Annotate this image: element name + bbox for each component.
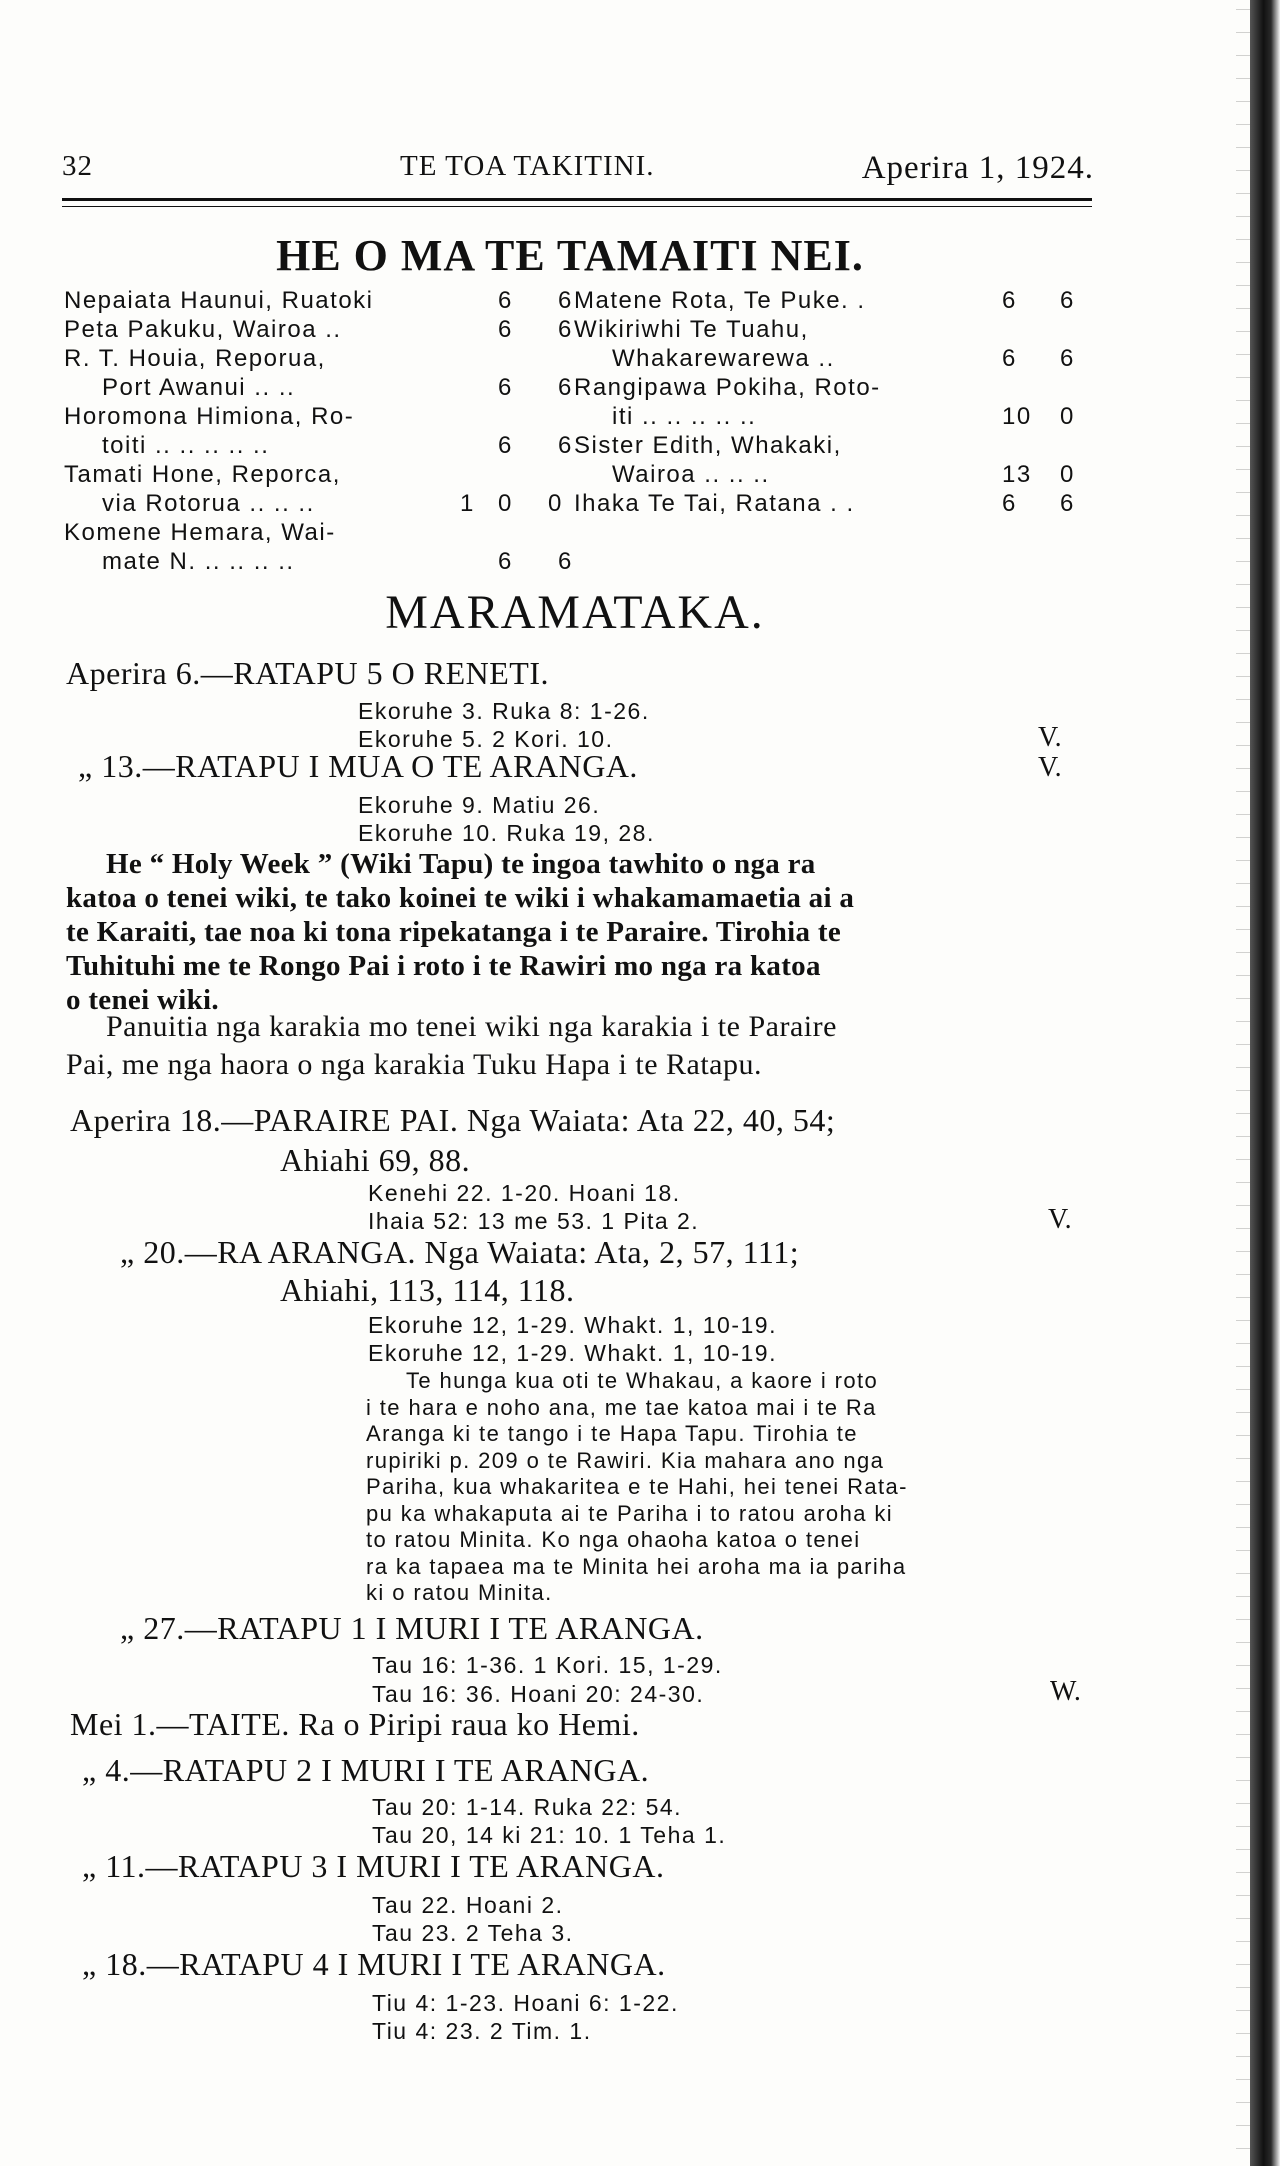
subscriber-name: Sister Edith, Whakaki, — [574, 432, 842, 459]
amount-figure: 0 — [1060, 403, 1075, 430]
reading-line: Tau 16: 36. Hoani 20: 24-30. — [372, 1681, 705, 1707]
subscriber-name-continuation: Port Awanui .. .. — [102, 374, 296, 401]
subscriber-name-continuation: toiti .. .. .. .. .. — [102, 432, 270, 459]
paragraph-line: Pariha, kua whakaritea e te Hahi, hei tenei Rata- — [366, 1474, 908, 1499]
amount-figure: 6 — [558, 287, 573, 314]
reading-line: Tau 16: 1-36. 1 Kori. 15, 1-29. — [372, 1652, 723, 1678]
amount-figure: 6 — [498, 432, 513, 459]
subscriber-name: Wikiriwhi Te Tuahu, — [574, 316, 809, 343]
page-number: 32 — [62, 150, 93, 182]
calendar-entry-title: „ 13.—RATAPU I MUA O TE ARANGA. — [78, 748, 638, 784]
reading-line: Kenehi 22. 1-20. Hoani 18. — [368, 1180, 681, 1206]
paragraph-line: rupiriki p. 209 o te Rawiri. Kia mahara ano nga — [366, 1447, 885, 1473]
amount-figure: 6 — [498, 374, 513, 401]
amount-figure: 0 — [548, 490, 563, 517]
subscriber-name-continuation: Wairoa .. .. .. — [612, 461, 770, 488]
amount-figure: 6 — [1060, 287, 1075, 314]
paragraph-line: Aranga ki te tango i te Hapa Tapu. Tirohia te — [366, 1421, 858, 1446]
subscriber-name: Matene Rota, Te Puke. . — [574, 287, 866, 314]
paragraph-line: te Karaiti, tae noa ki tona ripekatanga i te Paraire. Tirohia te — [66, 916, 842, 948]
publication-title: TE TOA TAKITINI. — [400, 150, 655, 182]
amount-figure: 6 — [558, 316, 573, 343]
amount-figure: 0 — [1060, 461, 1075, 488]
page-edge-texture — [1236, 0, 1250, 2166]
paragraph-line: Te hunga kua oti te Whakau, a kaore i roto — [406, 1368, 879, 1393]
amount-figure: 0 — [498, 490, 513, 517]
subscriptions-heading: HE O MA TE TAMAITI NEI. — [276, 231, 864, 280]
reading-line: Ihaia 52: 13 me 53. 1 Pita 2. — [368, 1208, 700, 1234]
amount-figure: 6 — [1002, 490, 1017, 517]
amount-figure: 6 — [1060, 345, 1075, 372]
calendar-entry-continuation: Ahiahi, 113, 114, 118. — [280, 1272, 575, 1308]
maramataka-heading: MARAMATAKA. — [385, 586, 765, 639]
amount-figure: 6 — [558, 548, 573, 575]
paragraph-line: katoa o tenei wiki, te tako koinei te wiki i whakamamaetia ai a — [66, 882, 855, 914]
amount-figure: 6 — [1002, 287, 1017, 314]
paragraph-line: ki o ratou Minita. — [366, 1580, 553, 1605]
amount-figure: 6 — [498, 548, 513, 575]
issue-date: Aperira 1, 1924. — [861, 150, 1094, 186]
calendar-entry-title: „ 4.—RATAPU 2 I MURI I TE ARANGA. — [82, 1752, 650, 1788]
reading-line: Tau 23. 2 Teha 3. — [372, 1920, 574, 1946]
paragraph-line: He “ Holy Week ” (Wiki Tapu) te ingoa tawhito o nga ra — [106, 848, 816, 880]
liturgical-colour-mark: V. — [1048, 1204, 1072, 1235]
reading-line: Ekoruhe 5. 2 Kori. 10. — [358, 726, 614, 752]
amount-figure: 10 — [1002, 403, 1032, 430]
reading-line: Ekoruhe 3. Ruka 8: 1-26. — [358, 698, 650, 724]
paragraph-line: Panuitia nga karakia mo tenei wiki nga karakia i te Paraire — [106, 1010, 837, 1043]
subscriber-name-continuation: Whakarewarewa .. — [612, 345, 835, 372]
calendar-entry-title: „ 20.—RA ARANGA. Nga Waiata: Ata, 2, 57, 111; — [120, 1234, 800, 1270]
page-binding-edge — [1250, 0, 1280, 2166]
subscriber-name: Peta Pakuku, Wairoa .. — [64, 316, 342, 343]
liturgical-colour-mark: W. — [1050, 1676, 1081, 1707]
reading-line: Tiu 4: 1-23. Hoani 6: 1-22. — [372, 1990, 679, 2016]
reading-line: Ekoruhe 10. Ruka 19, 28. — [358, 820, 655, 846]
subscriber-name: R. T. Houia, Reporua, — [64, 345, 326, 372]
subscriber-name: Tamati Hone, Reporca, — [64, 461, 341, 488]
paragraph-line: Pai, me nga haora o nga karakia Tuku Hapa i te Ratapu. — [66, 1048, 762, 1081]
calendar-entry-title: Mei 1.—TAITE. Ra o Piripi raua ko Hemi. — [70, 1706, 640, 1742]
reading-line: Ekoruhe 12, 1-29. Whakt. 1, 10-19. — [368, 1340, 777, 1366]
subscriber-name-continuation: mate N. .. .. .. .. — [102, 548, 295, 575]
running-header — [62, 150, 1094, 190]
reading-line: Ekoruhe 12, 1-29. Whakt. 1, 10-19. — [368, 1312, 777, 1338]
liturgical-colour-mark: V. — [1038, 722, 1062, 753]
amount-figure: 6 — [498, 316, 513, 343]
amount-figure: 6 — [1002, 345, 1017, 372]
paragraph-line: ra ka tapaea ma te Minita hei aroha ma ia pariha — [366, 1553, 907, 1579]
subscriber-name: Ihaka Te Tai, Ratana . . — [574, 490, 855, 517]
amount-figure: 6 — [1060, 490, 1075, 517]
amount-figure: 1 — [460, 490, 475, 517]
paragraph-line: i te hara e noho ana, me tae katoa mai i te Ra — [366, 1394, 877, 1420]
reading-line: Tau 20: 1-14. Ruka 22: 54. — [372, 1794, 683, 1820]
reading-line: Tiu 4: 23. 2 Tim. 1. — [372, 2018, 592, 2044]
subscriber-name: Rangipawa Pokiha, Roto- — [574, 374, 881, 401]
reading-line: Ekoruhe 9. Matiu 26. — [358, 792, 601, 818]
calendar-entry-title: Aperira 6.—RATAPU 5 O RENETI. — [66, 655, 549, 691]
paragraph-line: pu ka whakaputa ai te Pariha i to ratou aroha ki — [366, 1500, 894, 1526]
amount-figure: 6 — [498, 287, 513, 314]
amount-figure: 13 — [1002, 461, 1032, 488]
subscriber-name: Nepaiata Haunui, Ruatoki — [64, 287, 374, 314]
amount-figure: 6 — [558, 374, 573, 401]
subscriber-name: Horomona Himiona, Ro- — [64, 403, 355, 430]
subscriber-name: Komene Hemara, Wai- — [64, 519, 336, 546]
calendar-entry-continuation: Ahiahi 69, 88. — [280, 1142, 471, 1178]
calendar-entry-title: „ 27.—RATAPU 1 I MURI I TE ARANGA. — [120, 1610, 704, 1646]
liturgical-colour-mark: V. — [1038, 752, 1062, 783]
calendar-entry-title: „ 11.—RATAPU 3 I MURI I TE ARANGA. — [82, 1848, 665, 1884]
header-rule-thin — [62, 206, 1092, 207]
header-rule-thick — [62, 198, 1092, 201]
calendar-entry-title: „ 18.—RATAPU 4 I MURI I TE ARANGA. — [82, 1946, 666, 1982]
subscriber-name-continuation: via Rotorua .. .. .. — [102, 490, 315, 517]
amount-figure: 6 — [558, 432, 573, 459]
calendar-entry-title: Aperira 18.—PARAIRE PAI. Nga Waiata: Ata 22, 40, 54; — [70, 1102, 836, 1138]
paragraph-line: to ratou Minita. Ko nga ohaoha katoa o tenei — [366, 1527, 861, 1552]
paragraph-line: o tenei wiki. — [66, 984, 219, 1016]
subscriber-name-continuation: iti .. .. .. .. .. — [612, 403, 757, 430]
reading-line: Tau 20, 14 ki 21: 10. 1 Teha 1. — [372, 1822, 727, 1848]
reading-line: Tau 22. Hoani 2. — [372, 1892, 564, 1918]
paragraph-line: Tuhituhi me te Rongo Pai i roto i te Rawiri mo nga ra katoa — [66, 950, 821, 982]
